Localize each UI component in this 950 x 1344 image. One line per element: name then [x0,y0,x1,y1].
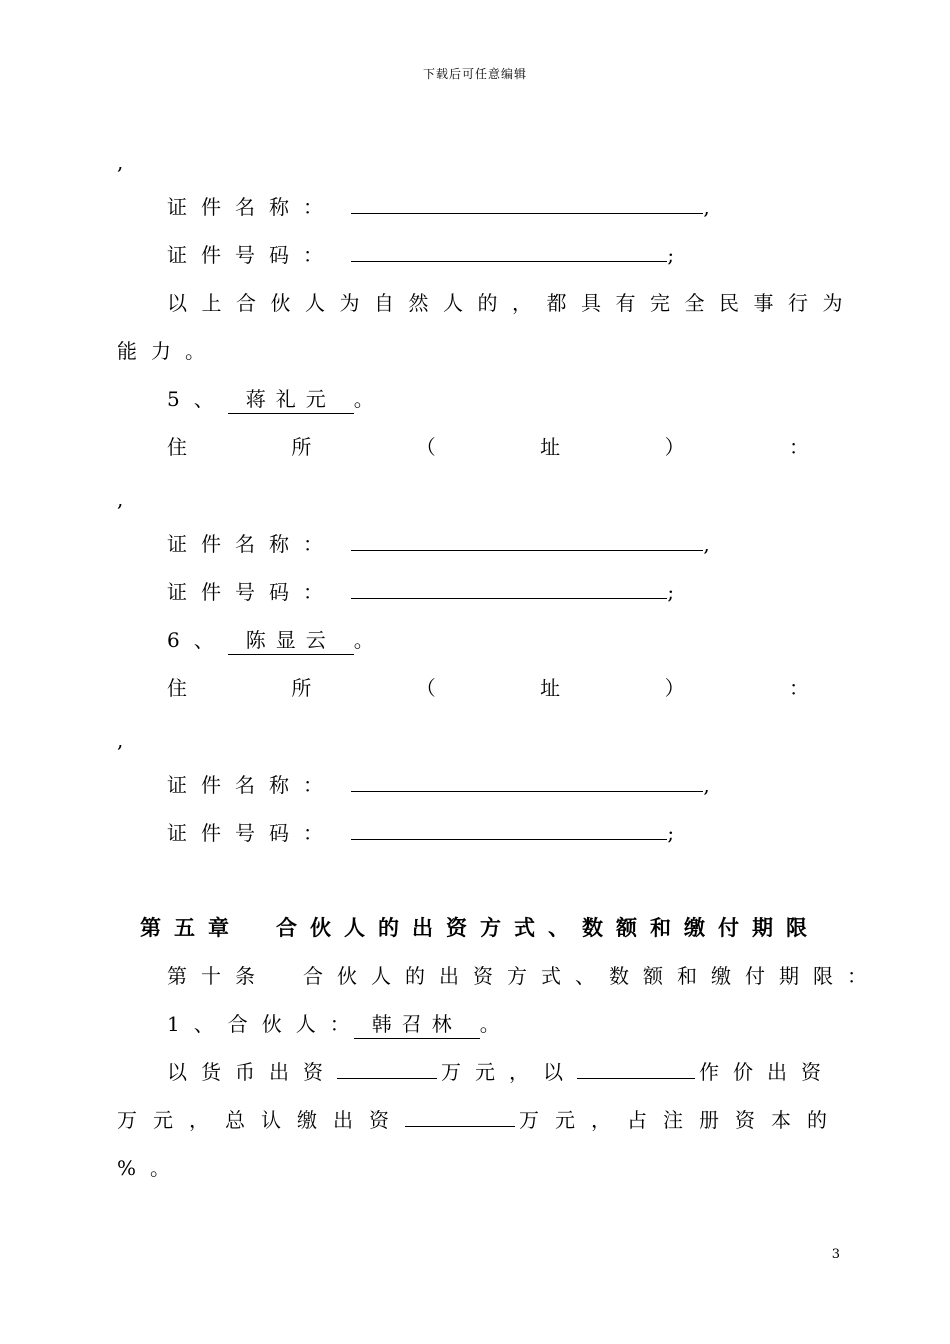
comma: , [117,150,124,174]
id-number-label: 证件号码： [167,243,337,267]
contribution-line-2 [117,1106,843,1134]
address-char: 住 [167,435,187,459]
id-number-blank[interactable] [351,578,667,599]
address-char: （ [415,676,436,700]
address-row [167,674,809,702]
address-char: ） [664,676,685,700]
id-name-blank[interactable] [351,771,703,792]
comma: , [117,728,124,752]
contrib-text-b: 万元，以 [441,1060,577,1084]
id-name-blank[interactable] [351,193,703,214]
id-name-row [167,771,710,799]
partner-1-row [167,1010,500,1039]
address-row [167,433,809,461]
header-note: 下载后可任意编辑 [422,67,527,81]
id-number-blank[interactable] [351,819,667,840]
comma-end: , [703,532,710,556]
semicolon-end: ; [667,580,675,604]
id-name-label: 证件名称： [167,773,337,797]
partner-5-row [167,385,374,414]
comma-end: , [703,773,710,797]
comma-end: , [703,195,710,219]
partner-6-row [167,626,374,655]
in-kind-type-blank[interactable] [577,1058,695,1079]
id-number-label: 证件号码： [167,580,337,604]
address-char: 所 [291,676,312,700]
address-char: （ [415,435,436,459]
contribution-line-3: %。 [117,1156,185,1180]
article-10: 第十条 合伙人的出资方式、数额和缴付期限： [167,964,881,988]
partner-1-name: 韩召林 [354,1010,480,1039]
partner-5-name: 蒋礼元 [228,385,354,414]
contrib-text-d: 万元，总认缴出资 [117,1108,405,1132]
semicolon-end: ; [667,243,675,267]
contribution-line-1 [167,1058,835,1086]
total-amount-blank[interactable] [405,1106,515,1127]
address-char: 住 [167,676,187,700]
id-name-row [167,193,710,221]
id-name-blank[interactable] [351,530,703,551]
partner-6-name: 陈显云 [228,626,354,655]
id-number-blank[interactable] [351,241,667,262]
period: 。 [353,387,374,411]
address-char: ： [788,676,809,700]
page-number: 3 [831,1247,840,1262]
id-number-row [167,578,674,606]
address-char: 址 [540,435,561,459]
period: 。 [479,1012,500,1036]
id-number-row [167,241,674,269]
capacity-line-1: 以上合伙人为自然人的，都具有完全民事行为 [167,291,857,315]
contrib-text-a: 以货币出资 [167,1060,337,1084]
partner-5-number: 5、 [167,387,228,411]
capacity-line-2: 能力。 [117,339,219,363]
address-char: 址 [540,676,561,700]
address-char: ： [788,435,809,459]
partner-6-number: 6、 [167,628,228,652]
address-char: ） [664,435,685,459]
period: 。 [353,628,374,652]
comma: , [117,487,124,511]
currency-amount-blank[interactable] [337,1058,437,1079]
id-number-row [167,819,674,847]
contrib-text-e: 万元，占注册资本的 [519,1108,843,1132]
chapter-title: 第五章 合伙人的出资方式、数额和缴付期限 [140,916,820,940]
id-name-label: 证件名称： [167,532,337,556]
contrib-text-c: 作价出资 [699,1060,835,1084]
id-name-label: 证件名称： [167,195,337,219]
semicolon-end: ; [667,821,675,845]
partner-1-prefix: 1、合伙人： [167,1012,364,1036]
address-char: 所 [291,435,312,459]
id-number-label: 证件号码： [167,821,337,845]
id-name-row [167,530,710,558]
